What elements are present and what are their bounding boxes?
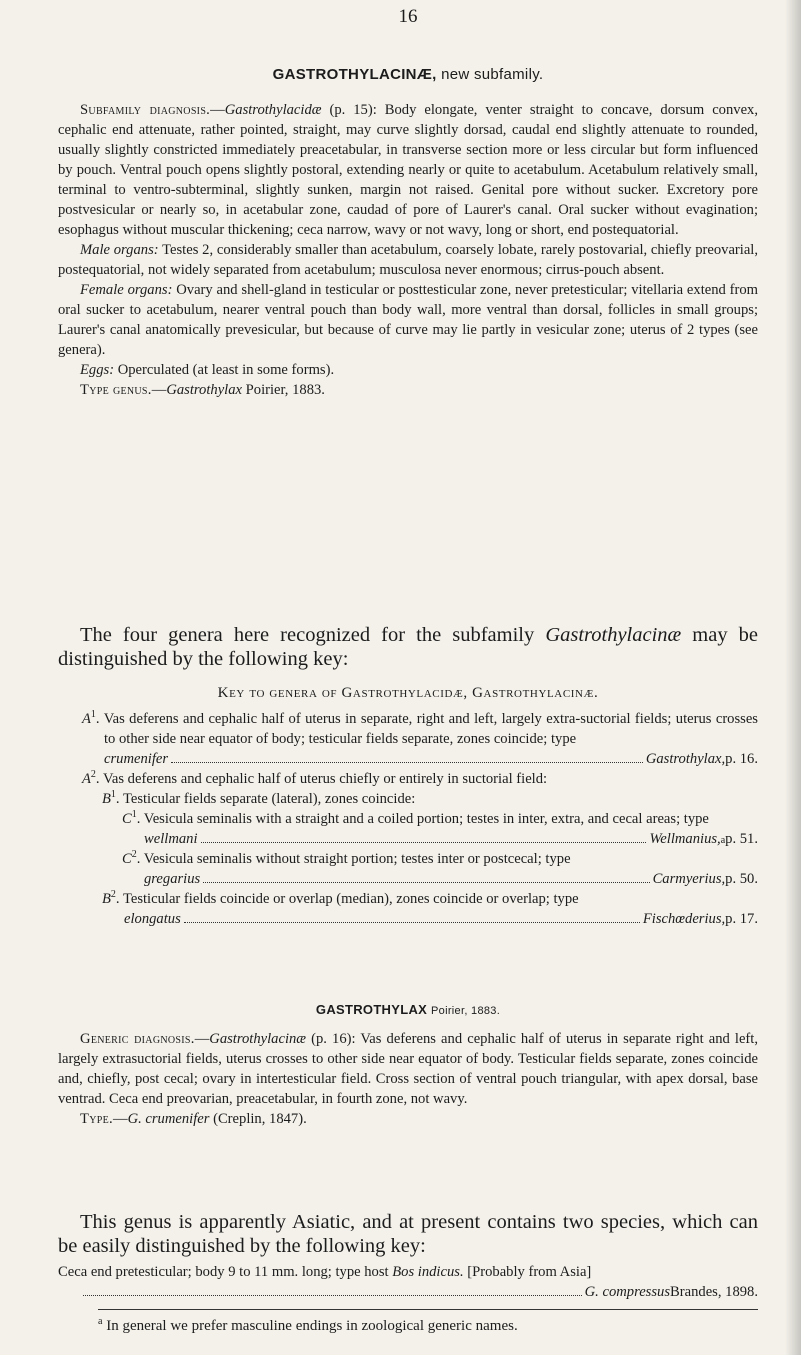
species-key: Ceca end pretesticular; body 9 to 11 mm. long; type host Bos indicus. [Probably from Asia] G. compressus Brandes, 1898. (58, 1264, 758, 1300)
key-entry: $A^2$. Vas deferens and cephalic half of uterus chiefly or entirely in suctorial field: (82, 769, 548, 787)
genus-intro: This genus is apparently Asiatic, and at present contains two species, which can be easily distinguished by the following key: (58, 1211, 758, 1257)
subfamily-diagnosis: Subfamily diagnosis.—Gastrothylacidæ (p. 15): Body elongate, venter straight to concave, dorsum convex, cephalic end attenuate, rather pointed, straight, may curve slightly dorsad, caudal end slightly attenuate to rounded, usually slightly constricted immediately preacetabular, in transverse section more or less circular but form influenced by pouch. Ventral pouch opens slightly postoral, extending nearly or quite to acetabulum. Acetabulum relatively small, terminal to ventro-subterminal, slightly sunken, margin not raised. Genital pore without sucker. Excretory pore postvesicular or nearly so, in acetabular zone, caudad of pore of Laurer's canal. Oral sucker without evagination; esophagus without muscular thickening; ceca narrow, wavy or not wavy, long or short, end postequatorial. (58, 102, 758, 238)
key-entry: $A^1$. Vas deferens and cephalic half of uterus in separate, right and left, largely extra-suctorial fields; uterus crosses to other side near equator of body; testicular fields separate, zones coincide; type crumenifer Gastrothylax, p. 16. (82, 709, 758, 767)
genus-heading: GASTROTHYLAX Poirier, 1883. (315, 1002, 501, 1017)
subfamily-heading (58, 66, 758, 83)
key-entry: $B^2$. Testicular fields coincide or overlap (median), zones coincide or overlap; type elongatus Fischœderius, p. 17. (102, 889, 758, 927)
subfamily-tag: new subfamily. (441, 66, 544, 83)
key-entry: $B^1$. Testicular fields separate (lateral), zones coincide: (102, 789, 416, 807)
generic-diagnosis: Generic diagnosis.—Gastrothylacinæ (p. 16): Vas deferens and cephalic half of uterus in separate right and left, largely extrasuctorial fields, uterus crosses to other side near equator of body. Testicular fields separate, zones coincide and, chiefly, post cecal; ovary in intertesticular field. Cross section of ventral pouch triangular, with apex dorsal, base ventrad. Ceca end preovarian, preacetabular, in fourth zone, not wavy. (58, 1031, 758, 1107)
footnote-rule (98, 1309, 758, 1310)
type-genus: Type genus.—Gastrothylax Poirier, 1883. (80, 382, 325, 398)
female-organs: Female organs: Ovary and shell-gland in testicular or posttesticular zone, never pretesticular; vitellaria extend from oral sucker to acetabulum, nearer ventral pouch than body wall, more ventral than dorsal, follicles in small groups; Laurer's canal anatomically prevesicular, but because of curve may lie partly in vesicular zone; uterus of 2 types (see genera). (58, 282, 758, 358)
key-heading: Key to genera of Gastrothylacidæ, Gastrothylacinæ. (217, 685, 599, 701)
genera-key (58, 683, 758, 929)
subfamily-name: GASTROTHYLACINÆ, (272, 66, 437, 83)
genus-block (58, 1000, 758, 1129)
key-entry: $C^2$. Vesicula seminalis without straight portion; testes inter or postcecal; type gregarius Carmyerius, p. 50. (122, 849, 758, 887)
page-edge-shadow (785, 0, 801, 1355)
page-number: 16 (398, 6, 418, 27)
footnote: $^a$ In general we prefer masculine endings in zoological generic names. (98, 1316, 518, 1334)
key-entry: $C^1$. Vesicula seminalis with a straight and a coiled portion; testes in inter, extra, and cecal areas; type wellmani Wellmanius, a p. 51. (122, 809, 758, 847)
key-intro: The four genera here recognized for the subfamily Gastrothylacinæ may be distinguished by the following key: (58, 624, 758, 670)
male-organs: Male organs: Testes 2, considerably smaller than acetabulum, coarsely lobate, rarely postovarial, chiefly preovarial, postequatorial, not widely separated from acetabulum; musculosa never enormous; cirrus-pouch absent. (58, 242, 759, 278)
subfamily-text-block (58, 100, 758, 400)
eggs: Eggs: Operculated (at least in some forms). (80, 362, 335, 378)
genus-type: Type.—G. crumenifer (Creplin, 1847). (80, 1111, 307, 1127)
